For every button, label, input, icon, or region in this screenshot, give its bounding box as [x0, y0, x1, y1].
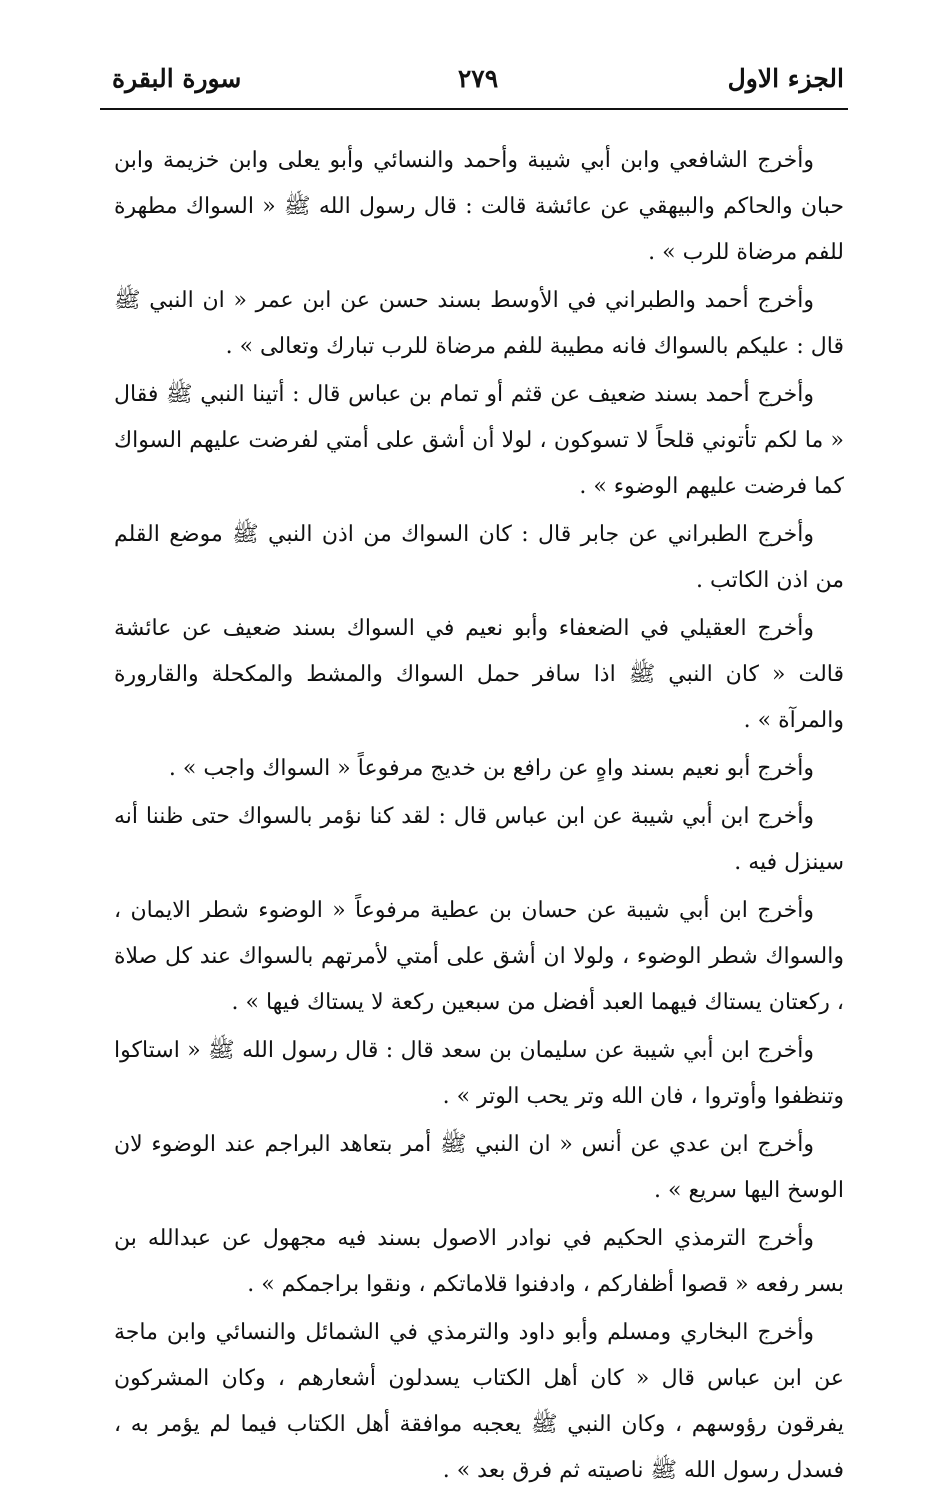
paragraph: وأخرج أحمد والطبراني في الأوسط بسند حسن عن ابن عمر « ان النبي ﷺ قال : عليكم بالسواك فانه مطيبة للفم مرضاة للرب تبارك وتعالى » .: [114, 288, 844, 359]
paragraph: وأخرج ابن أبي شيبة عن حسان بن عطية مرفوعاً « الوضوء شطر الايمان ، والسواك شطر الوضوء ، ولولا ان أشق على أمتي لأمرتهم بالسواك عند كل صلاة ، ركعتان يستاك فيهما العبد أفضل من سبعين ركعة لا يستاك فيها » .: [114, 898, 844, 1015]
paragraph: وأخرج ابن عدي عن أنس « ان النبي ﷺ أمر بتعاهد البراجم عند الوضوء لان الوسخ اليها سريع » .: [114, 1132, 844, 1203]
paragraph: وأخرج أحمد بسند ضعيف عن قثم أو تمام بن عباس قال : أتينا النبي ﷺ فقال « ما لكم تأتوني قلحاً لا تسوكون ، لولا أن أشق على أمتي لفرضت عليهم السواك كما فرضت عليهم الوضوء » .: [114, 382, 844, 499]
paragraph: وأخرج الطبراني عن جابر قال : كان السواك من اذن النبي ﷺ موضع القلم من اذن الكاتب .: [114, 522, 844, 593]
paragraph: وأخرج ابن أبي شيبة عن ابن عباس قال : لقد كنا نؤمر بالسواك حتى ظننا أنه سينزل فيه .: [114, 804, 844, 875]
paragraph: وأخرج الترمذي الحكيم في نوادر الاصول بسند فيه مجهول عن عبدالله بن بسر رفعه « قصوا أظفاركم ، وادفنوا قلاماتكم ، ونقوا براجمكم » .: [114, 1226, 844, 1297]
running-header: [112, 56, 844, 100]
paragraph: وأخرج ابن أبي شيبة عن سليمان بن سعد قال : قال رسول الله ﷺ « استاكوا وتنظفوا وأوتروا ، فان الله وتر يحب الوتر » .: [114, 1038, 844, 1109]
paragraph: وأخرج العقيلي في الضعفاء وأبو نعيم في السواك بسند ضعيف عن عائشة قالت « كان النبي ﷺ اذا سافر حمل السواك والمشط والمكحلة والقارورة والمرآة » .: [114, 616, 844, 733]
part-title: الجزء الاول: [727, 64, 844, 93]
header-rule: [100, 108, 848, 110]
surah-title: سورة البقرة: [112, 64, 242, 93]
paragraph: وأخرج أبو نعيم بسند واهٍ عن رافع بن خديج مرفوعاً « السواك واجب » .: [168, 756, 814, 781]
page-body: [114, 138, 844, 1494]
paragraph: وأخرج الشافعي وابن أبي شيبة وأحمد والنسائي وأبو يعلى وابن خزيمة وابن حبان والحاكم والبيهقي عن عائشة قالت : قال رسول الله ﷺ « السواك مطهرة للفم مرضاة للرب » .: [114, 148, 844, 265]
page-number: ٢٧٩: [457, 64, 499, 93]
paragraph: وأخرج البخاري ومسلم وأبو داود والترمذي في الشمائل والنسائي وابن ماجة عن ابن عباس قال « كان أهل الكتاب يسدلون أشعارهم ، وكان المشركون يفرقون رؤوسهم ، وكان النبي ﷺ يعجبه موافقة أهل الكتاب فيما لم يؤمر به ، فسدل رسول الله ﷺ ناصيته ثم فرق بعد » .: [114, 1320, 844, 1483]
